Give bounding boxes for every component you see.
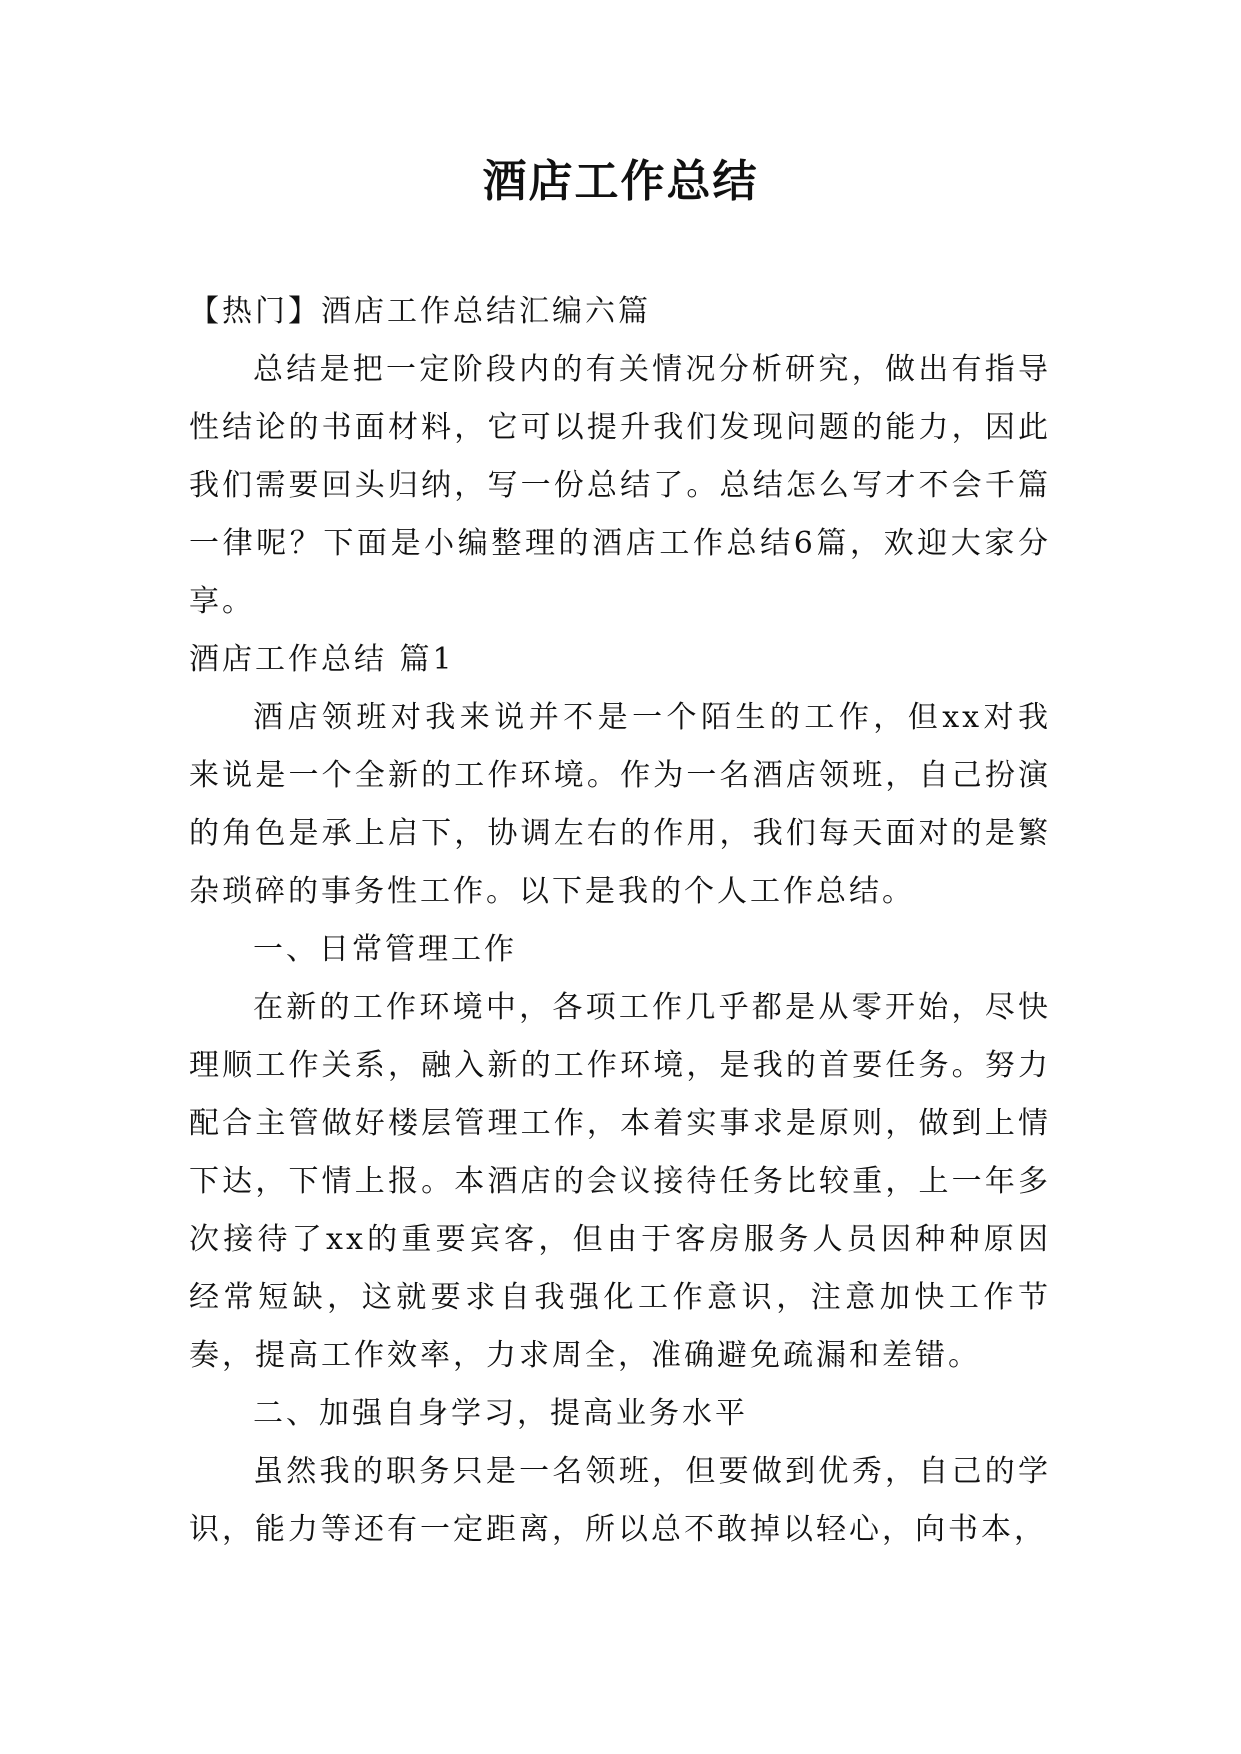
intro-paragraph: 总结是把一定阶段内的有关情况分析研究，做出有指导性结论的书面材料，它可以提升我们发现问题的能力，因此我们需要回头归纳，写一份总结了。总结怎么写才不会千篇一律呢？下面是小编整理的酒店工作总结6篇，欢迎大家分享。 xyxy=(189,352,1051,619)
body-paragraph: 虽然我的职务只是一名领班，但要做到优秀，自己的学识，能力等还有一定距离，所以总不敢掉以轻心，向书本， xyxy=(189,1454,1051,1547)
document-body xyxy=(189,283,1051,1559)
body-paragraph: 酒店领班对我来说并不是一个陌生的工作，但xx对我来说是一个全新的工作环境。作为一名酒店领班，自己扮演的角色是承上启下，协调左右的作用，我们每天面对的是繁杂琐碎的事务性工作。以下是我的个人工作总结。 xyxy=(189,700,1051,909)
subsection-heading: 一、日常管理工作 xyxy=(253,932,517,967)
intro-heading: 【热门】酒店工作总结汇编六篇 xyxy=(189,294,651,329)
section-heading: 酒店工作总结 篇1 xyxy=(189,642,455,677)
document-title: 酒店工作总结 xyxy=(482,156,759,207)
body-paragraph: 在新的工作环境中，各项工作几乎都是从零开始，尽快理顺工作关系，融入新的工作环境，是我的首要任务。努力配合主管做好楼层管理工作，本着实事求是原则，做到上情下达，下情上报。本酒店的会议接待任务比较重，上一年多次接待了xx的重要宾客，但由于客房服务人员因种种原因经常短缺，这就要求自我强化工作意识，注意加快工作节奏，提高工作效率，力求周全，准确避免疏漏和差错。 xyxy=(189,990,1051,1373)
subsection-heading: 二、加强自身学习，提高业务水平 xyxy=(253,1396,748,1431)
